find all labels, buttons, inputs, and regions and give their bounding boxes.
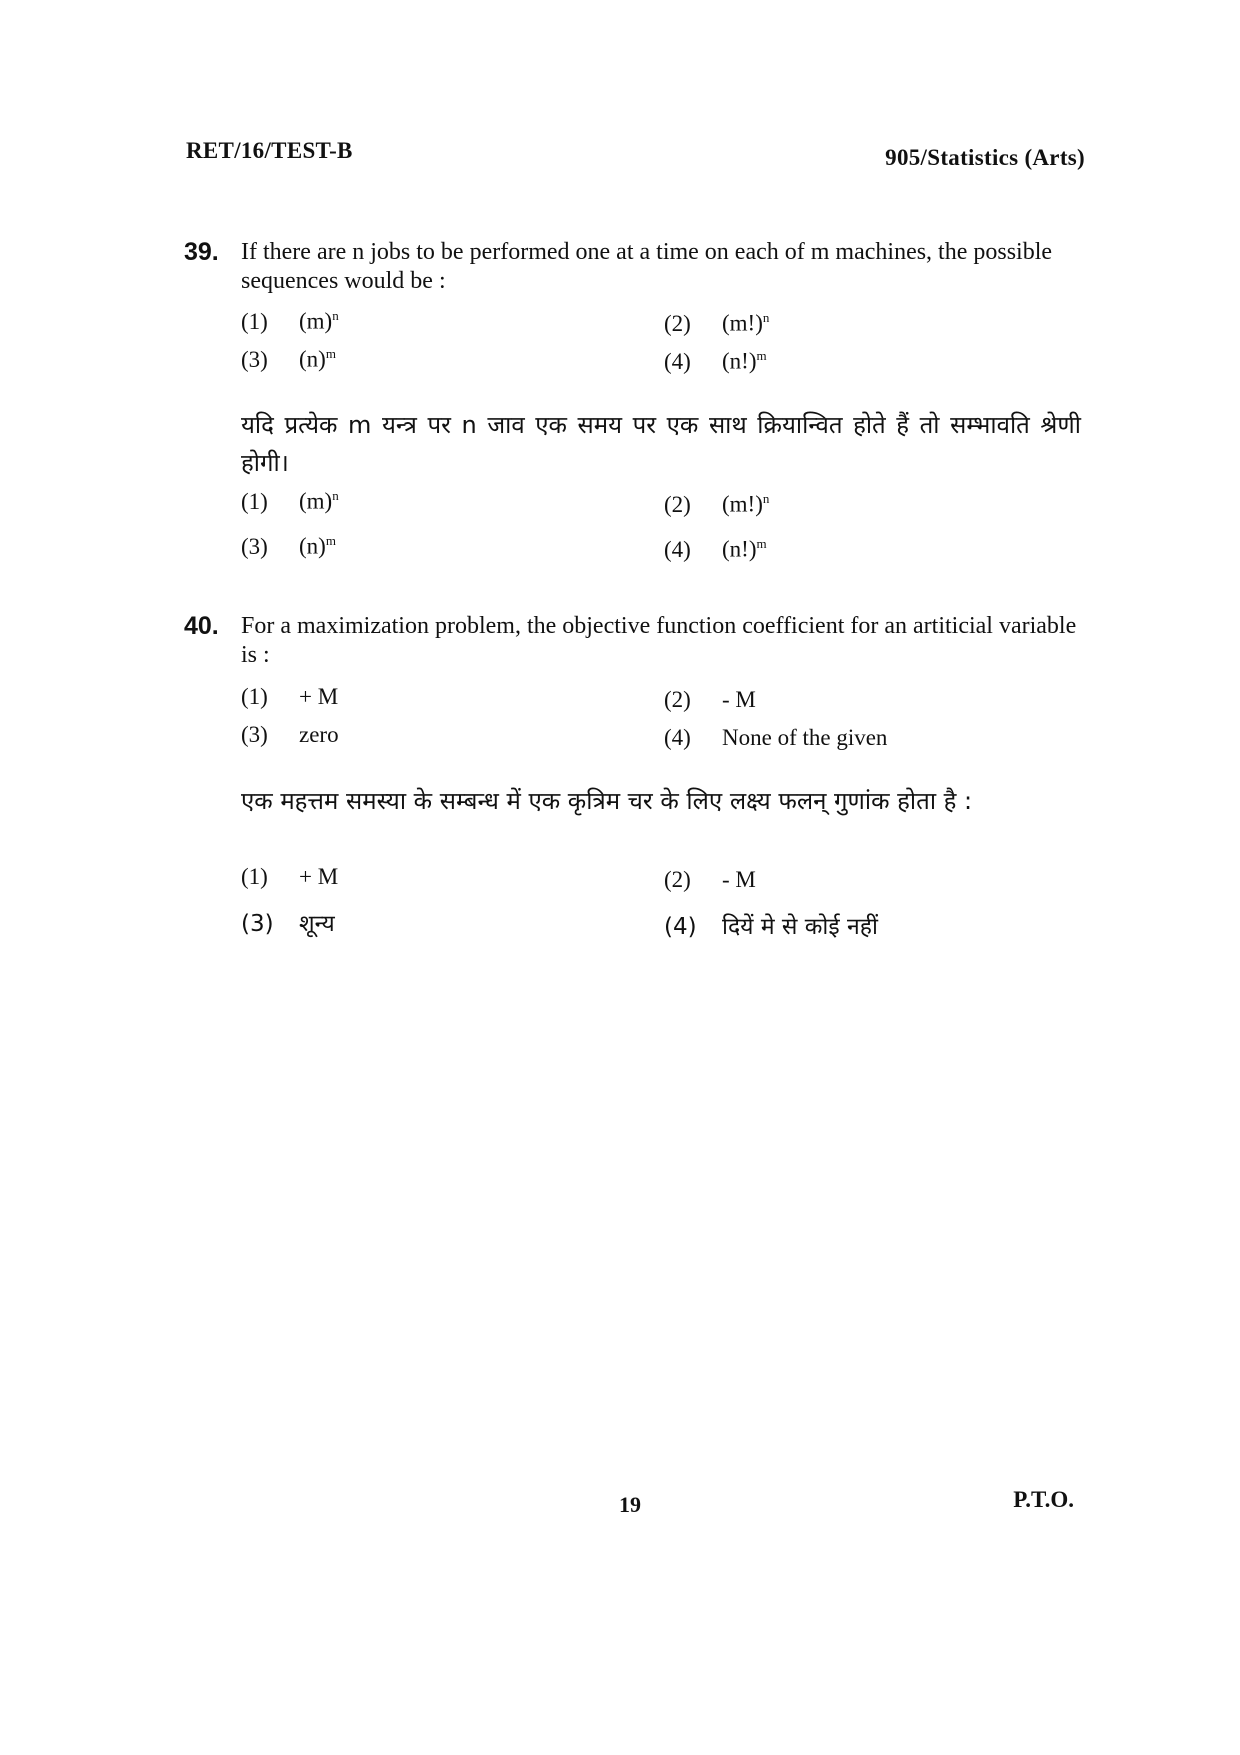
option-3-hindi: (3) शून्य: [241, 911, 335, 937]
option-1-english: (1) + M: [241, 684, 339, 709]
option-1-hindi: (1) $(m)^n$: [241, 488, 339, 514]
option-4-english: (4) $(n!)^m$: [664, 348, 767, 374]
question-text-hindi: एक महत्तम समस्या के सम्बन्ध में एक कृत्रिम चर के लिए लक्ष्य फलन् गुणांक होता है :: [241, 787, 973, 815]
option-2-hindi: (2) $(m!)^n$: [664, 491, 770, 517]
question-text-hindi: यदि प्रत्येक m यन्त्र पर n जाव एक समय पर एक साथ क्रियान्वित होते हैं तो सम्भावति श्रेणी होगी।: [241, 411, 1081, 477]
question-text-english: For a maximization problem, the objective function coefficient for an artiticial variable is :: [241, 613, 1077, 668]
option-3-english: (3) zero: [241, 722, 339, 747]
subject-title: 905/Statistics (Arts): [885, 145, 1085, 170]
page-number: 19: [619, 1492, 641, 1517]
please-turn-over: P.T.O.: [1013, 1487, 1074, 1512]
option-4-hindi: (4) $(n!)^m$: [664, 536, 767, 562]
option-2-hindi: (2) - M: [664, 867, 756, 892]
question-number: 40.: [184, 612, 219, 640]
option-4-hindi: (4) दियें मे से कोई नहीं: [664, 914, 878, 940]
option-2-english: (2) - M: [664, 687, 756, 712]
option-1-english: (1) $(m)^n$: [241, 308, 339, 334]
option-3-english: (3) $(n)^m$: [241, 346, 336, 372]
question-number: 39.: [184, 238, 219, 266]
option-1-hindi: (1) + M: [241, 864, 339, 889]
option-2-english: (2) $(m!)^n$: [664, 310, 770, 336]
paper-code: RET/16/TEST-B: [186, 138, 353, 163]
option-4-english: (4) None of the given: [664, 725, 888, 750]
option-3-hindi: (3) $(n)^m$: [241, 533, 336, 559]
question-text-english: If there are n jobs to be performed one at a time on each of m machines, the possible sequences would be :: [241, 239, 1053, 294]
